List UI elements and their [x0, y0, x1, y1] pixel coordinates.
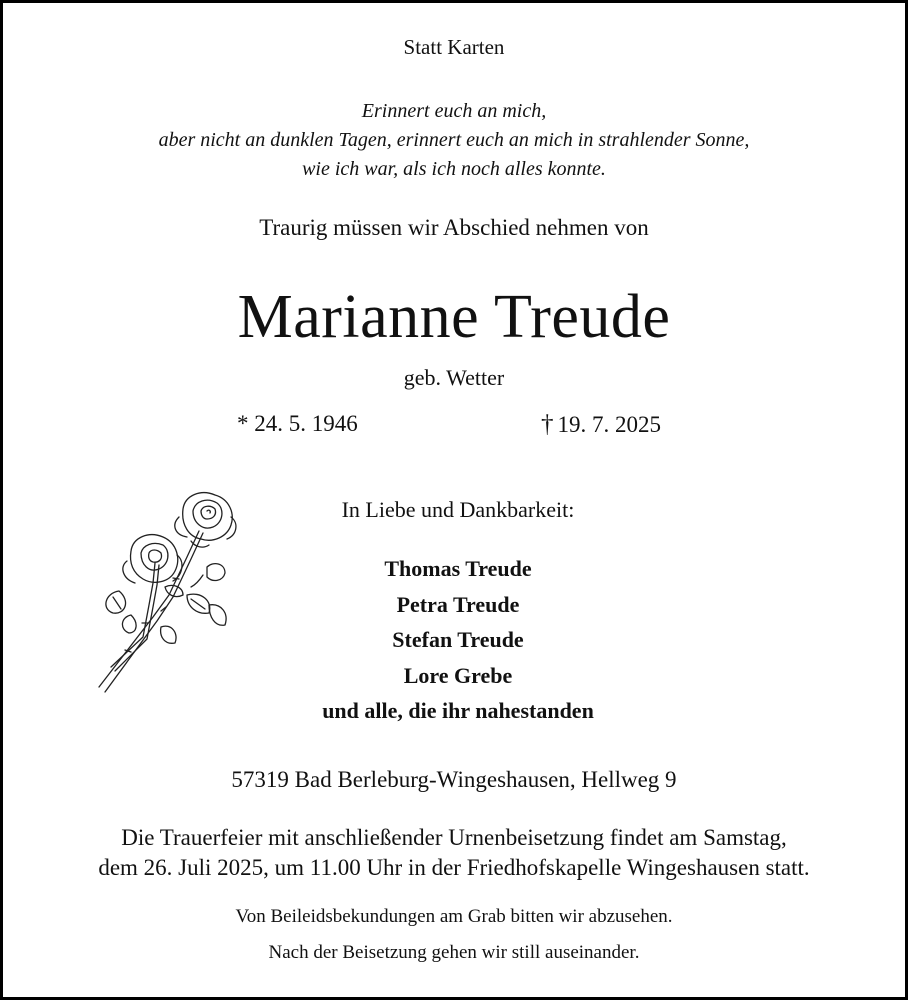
intro-text: Traurig müssen wir Abschied nehmen von [259, 215, 649, 240]
mourners-list [233, 551, 683, 729]
deceased-name: Marianne Treude [237, 283, 671, 351]
poem-line: wie ich war, als ich noch alles konnte. [302, 158, 606, 180]
mourner-name: Petra Treude [396, 591, 520, 617]
mourner-name: Lore Grebe [403, 662, 513, 688]
mourner-name: Thomas Treude [384, 556, 532, 581]
thanks-text: In Liebe und Dankbarkeit: [341, 497, 575, 522]
mourner-name: und alle, die ihr nahestanden [322, 698, 594, 723]
poem [3, 97, 905, 184]
farewell-note: Nach der Beisetzung gehen wir still auseinander. [268, 942, 640, 963]
maiden-name: geb. Wetter [403, 365, 505, 390]
cross-icon: † [541, 411, 554, 438]
ceremony-line: Die Trauerfeier mit anschließender Urnenbeisetzung findet am Samstag, [121, 825, 787, 850]
mourner-name: Stefan Treude [392, 627, 524, 652]
ceremony-line: dem 26. Juli 2025, um 11.00 Uhr in der Friedhofskapelle Wingeshausen statt. [98, 855, 810, 880]
roses-icon [91, 487, 241, 712]
ceremony-info [3, 823, 905, 883]
poem-line: aber nicht an dunklen Tagen, erinnert euch an mich in strahlender Sonne, [158, 129, 750, 151]
notice-header: Statt Karten [403, 35, 505, 59]
death-date-group [541, 411, 661, 439]
family-address: 57319 Bad Berleburg-Wingeshausen, Hellweg 9 [231, 767, 677, 792]
condolence-note: Von Beileidsbekundungen am Grab bitten wir abzusehen. [235, 906, 673, 927]
death-date: 19. 7. 2025 [557, 412, 661, 437]
birth-date: * 24. 5. 1946 [237, 411, 358, 436]
poem-line: Erinnert euch an mich, [361, 100, 547, 122]
